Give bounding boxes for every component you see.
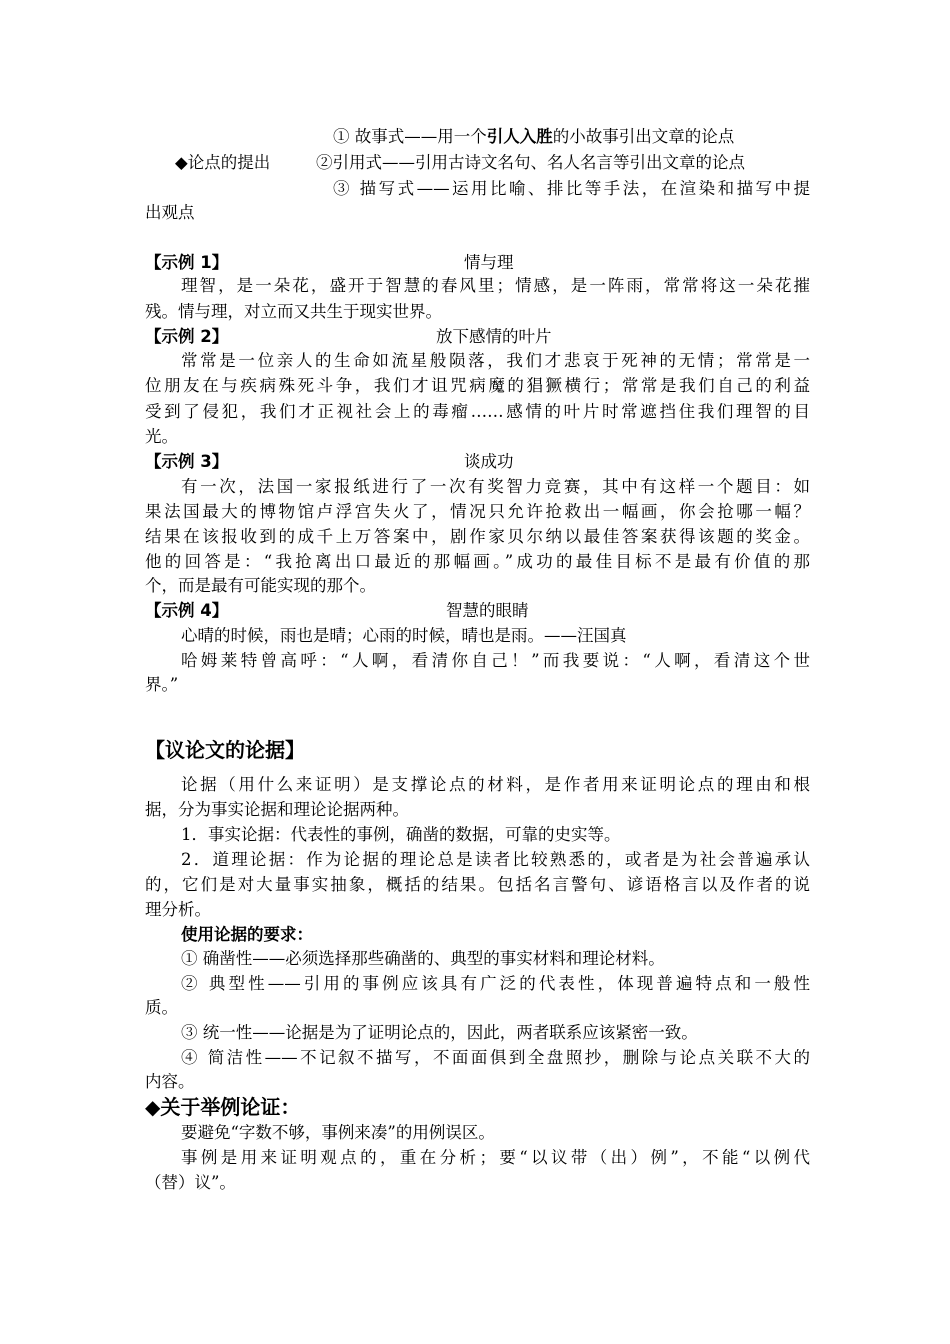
example-argument-line-2: 事例是用来证明观点的，重在分析；要“以议带（出）例”，不能“以例代 — [181, 1148, 810, 1167]
requirement-2: ② 典型性——引用的事例应该具有广泛的代表性，体现普遍特点和一般性 — [181, 974, 810, 993]
example-3-line-2: 果法国最大的博物馆卢浮宫失火了，情况只允许抢救出一幅画，你会抢哪一幅？ — [145, 502, 810, 521]
example-4-line-1: 心晴的时候，雨也是晴；心雨的时候，晴也是雨。——汪国真 — [181, 626, 627, 645]
example-2-line-3: 受到了侵犯，我们才正视社会上的毒瘤……感情的叶片时常遮挡住我们理智的目 — [145, 402, 810, 421]
intro-bullet-label — [175, 150, 305, 176]
example-4-title: 智慧的眼睛 — [446, 601, 529, 620]
evidence-heading: 【议论文的论据】 — [145, 738, 305, 762]
evidence-line-6: 理分析。 — [145, 900, 211, 919]
evidence-line-2: 据，分为事实论据和理论论据两种。 — [145, 800, 409, 819]
example-4-line-2: 哈姆莱特曾高呼：“人啊，看清你自己！”而我要说：“人啊，看清这个世 — [181, 651, 810, 670]
diamond-bullet-icon: ◆ — [175, 153, 188, 172]
example-3-line-5: 个，而是最有可能实现的那个。 — [145, 576, 376, 595]
example-2-line-2: 位朋友在与疾病殊死斗争，我们才诅咒病魔的猖獗横行；常常是我们自己的利益 — [145, 376, 810, 395]
example-4-label: 【示例 4】 — [145, 601, 229, 620]
example-2-line-1: 常常是一位亲人的生命如流星般陨落，我们才悲哀于死神的无情；常常是一 — [181, 351, 810, 370]
example-argument-line-1: 要避免“字数不够，事例来凑”的用例误区。 — [181, 1123, 495, 1142]
example-1-label: 【示例 1】 — [145, 253, 229, 272]
option-1-bold: 引人入胜 — [486, 127, 553, 146]
example-2-label: 【示例 2】 — [145, 327, 229, 346]
example-3-line-3: 结果在该报收到的成千上万答案中，剧作家贝尔纳以最佳答案获得该题的奖金。 — [145, 527, 810, 546]
example-2-line-4: 光。 — [145, 427, 178, 446]
intro-option-1 — [333, 124, 813, 150]
example-1-title: 情与理 — [464, 253, 514, 272]
requirement-3: ③ 统一性——论据是为了证明论点的，因此，两者联系应该紧密一致。 — [181, 1023, 698, 1042]
evidence-line-3: 1．事实论据：代表性的事例，确凿的数据，可靠的史实等。 — [181, 825, 621, 844]
intro-option-2: ②引用式——引用古诗文名句、名人名言等引出文章的论点 — [316, 153, 745, 172]
option-1-text-end: 的小故事引出文章的论点 — [552, 127, 735, 146]
evidence-line-4: 2．道理论据：作为论据的理论总是读者比较熟悉的，或者是为社会普遍承认 — [181, 850, 810, 869]
requirement-4-cont: 内容。 — [145, 1072, 195, 1091]
example-1-line-2: 残。情与理，对立而又共生于现实世界。 — [145, 302, 442, 321]
bullet-label-text: 论点的提出 — [187, 153, 271, 172]
evidence-line-5: 的，它们是对大量事实抽象，概括的结果。包括名言警句、谚语格言以及作者的说 — [145, 875, 810, 894]
example-1-line-1: 理智，是一朵花，盛开于智慧的春风里；情感，是一阵雨，常常将这一朵花摧 — [181, 276, 810, 295]
evidence-line-1: 论据（用什么来证明）是支撑论点的材料，是作者用来证明论点的理由和根 — [181, 775, 810, 794]
example-3-title: 谈成功 — [464, 452, 514, 471]
option-1-text: ① 故事式——用一个 — [333, 127, 487, 146]
example-4-line-3: 界。” — [145, 675, 179, 694]
requirement-2-cont: 质。 — [145, 998, 178, 1017]
example-argument-heading: ◆关于举例论证： — [145, 1095, 301, 1119]
example-argument-line-3: （替）议”。 — [145, 1173, 236, 1192]
requirement-1: ① 确凿性——必须选择那些确凿的、典型的事实材料和理论材料。 — [181, 949, 665, 968]
intro-option-3-cont: 出观点 — [145, 203, 195, 222]
example-3-line-4: 他的回答是：“我抢离出口最近的那幅画。”成功的最佳目标不是最有价值的那 — [145, 552, 810, 571]
requirement-4: ④ 简洁性——不记叙不描写，不面面俱到全盘照抄，删除与论点关联不大的 — [181, 1048, 810, 1067]
example-3-line-1: 有一次，法国一家报纸进行了一次有奖智力竞赛，其中有这样一个题目：如 — [181, 477, 810, 496]
example-3-label: 【示例 3】 — [145, 452, 229, 471]
requirements-title: 使用论据的要求： — [181, 925, 313, 944]
example-2-title: 放下感情的叶片 — [436, 327, 552, 346]
intro-option-3: ③ 描写式——运用比喻、排比等手法，在渲染和描写中提 — [333, 179, 810, 198]
